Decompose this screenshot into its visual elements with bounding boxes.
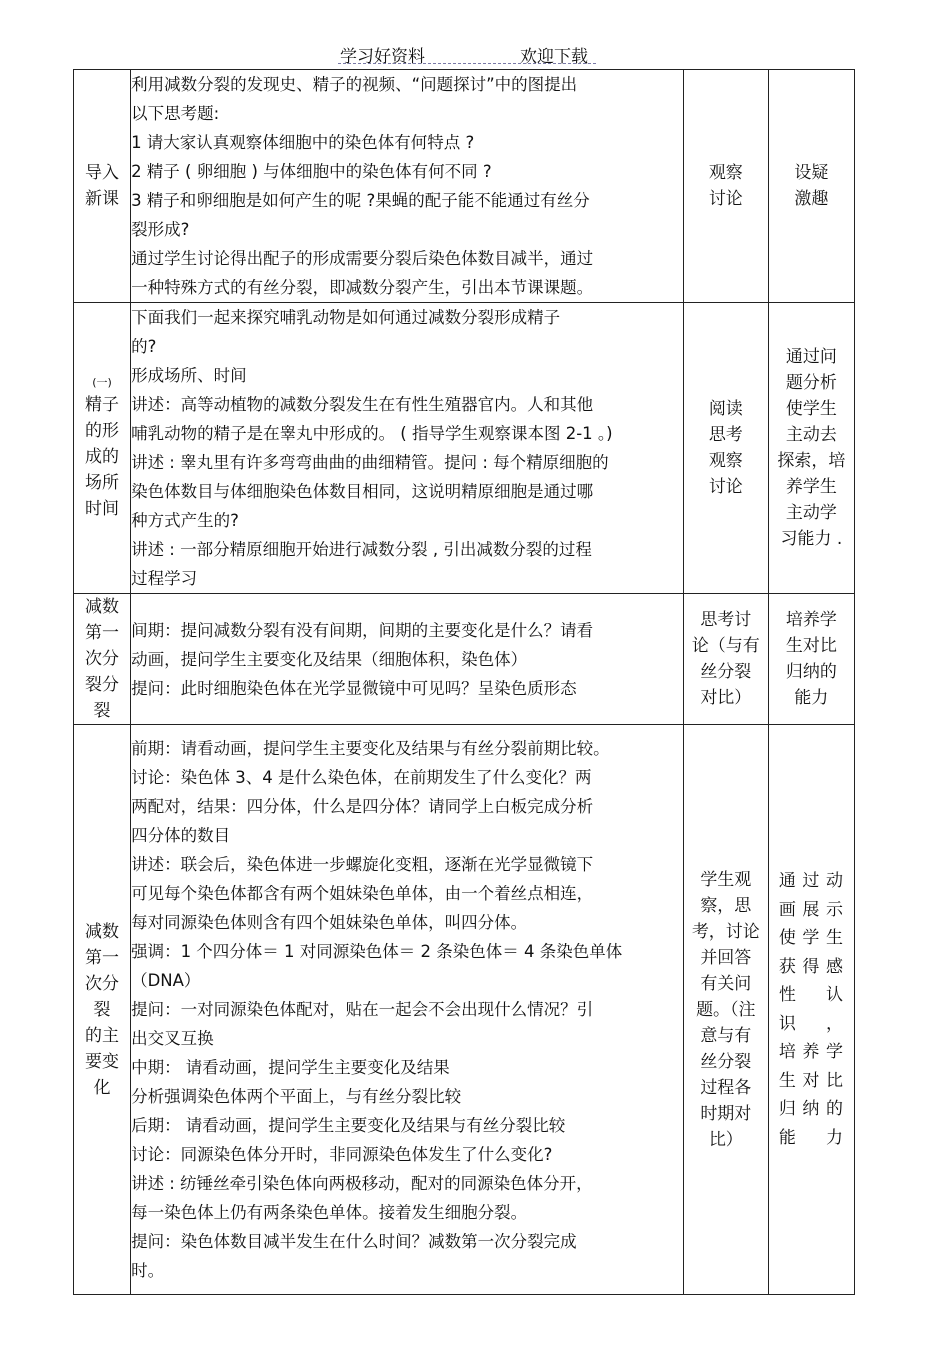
purpose-cell (768, 594, 854, 725)
cell-line: 裂 (93, 701, 111, 721)
header-right-text: 欢迎下载 (520, 47, 588, 67)
cell-line: 设疑 (794, 163, 829, 183)
cell-line: 第一 (85, 623, 120, 643)
cell-line: 第一 (85, 947, 120, 968)
purpose-cell (768, 725, 854, 1295)
activity-cell (683, 303, 768, 594)
lesson-plan-table (73, 69, 855, 1295)
cell-line: 裂分 (85, 675, 120, 695)
content-line: 一种特殊方式的有丝分裂，即减数分裂产生，引出本节课课题。 (131, 278, 594, 297)
content-line: 哺乳动物的精子是在睾丸中形成的。 ( 指导学生观察课本图 2-1 。) (131, 424, 613, 443)
content-line: 过程学习 (131, 569, 198, 588)
content-line: 以下思考题: (131, 104, 220, 123)
content-line: 时。 (131, 1261, 165, 1280)
cell-line: 归纳的 (785, 662, 837, 682)
cell-line: 场所 (85, 473, 120, 493)
activity-cell (683, 725, 768, 1295)
cell-line: 的形 (85, 421, 120, 441)
content-line: 形成场所、时间 (131, 366, 247, 385)
cell-line: 减数 (85, 921, 120, 942)
cell-line: 成的 (85, 447, 120, 467)
content-line: 裂形成? (131, 220, 190, 239)
content-line: 讲述 : 睾丸里有许多弯弯曲曲的曲细精管。提问 : 每个精原细胞的 (131, 453, 609, 472)
cell-line: 使学生 (778, 928, 844, 948)
stage-cell (74, 725, 131, 1295)
cell-line: 思考 (708, 425, 743, 445)
cell-line: 培养学 (778, 1042, 844, 1062)
cell-line: 能力 (794, 688, 829, 708)
table-row-intro (74, 70, 855, 303)
cell-line: 减数 (85, 597, 120, 617)
cell-line: 培养学 (785, 610, 837, 630)
content-line: 前期：请看动画，提问学生主要变化及结果与有丝分裂前期比较。 (131, 739, 610, 758)
cell-line: 养学生 (785, 477, 837, 497)
content-cell (131, 70, 684, 303)
content-line: 种方式产生的? (131, 511, 239, 530)
content-line: 讨论：同源染色体分开时，非同源染色体发生了什么变化? (131, 1145, 553, 1164)
cell-line: 要变 (85, 1051, 120, 1072)
cell-line: 获得感 (778, 956, 844, 977)
purpose-cell (768, 70, 854, 303)
content-line: 通过学生讨论得出配子的形成需要分裂后染色体数目减半，通过 (131, 249, 594, 268)
content-line: 每一染色体上仍有两条染色单体。接着发生细胞分裂。 (131, 1203, 528, 1222)
cell-line: 题。（注 (696, 999, 756, 1020)
table-row-interphase (74, 594, 855, 725)
content-line: 强调：1 个四分体＝ 1 对同源染色体＝ 2 条染色体＝ 4 条染色单体 (131, 942, 623, 961)
cell-line: 主动学 (785, 503, 837, 523)
cell-line: 讨论 (708, 477, 743, 497)
cell-line: 过程各 (700, 1077, 752, 1098)
header-underline (338, 63, 596, 64)
cell-line: 丝分裂 (700, 662, 752, 682)
cell-line: 化 (93, 1077, 111, 1098)
cell-line: 裂 (93, 999, 111, 1020)
cell-line: 通过动 (778, 871, 844, 891)
cell-line: 主动去 (785, 425, 837, 445)
cell-line: 比） (708, 1129, 743, 1150)
content-line: 下面我们一起来探究哺乳动物是如何通过减数分裂形成精子 (131, 308, 561, 327)
content-line: 后期： 请看动画，提问学生主要变化及结果与有丝分裂比较 (131, 1116, 566, 1135)
stage-cell (74, 594, 131, 725)
cell-line: 阅读 (708, 399, 743, 419)
cell-line: 观察 (708, 451, 743, 471)
cell-line: 习能力 . (780, 529, 843, 549)
content-line: 分析强调染色体两个平面上，与有丝分裂比较 (131, 1087, 462, 1106)
cell-line: 有关问 (700, 973, 752, 994)
table-row-sperm-formation (74, 303, 855, 594)
cell-line: 意与有 (700, 1025, 752, 1046)
content-line: 两配对，结果：四分体，什么是四分体？请同学上白板完成分析 (131, 797, 594, 816)
stage-cell (74, 303, 131, 594)
cell-line: 使学生 (785, 399, 837, 419)
content-line: 每对同源染色体则含有四个姐妹染色单体，叫四分体。 (131, 913, 528, 932)
cell-line: 时期对 (700, 1103, 752, 1124)
cell-line: 讨论 (708, 189, 743, 209)
cell-line: 新课 (85, 189, 120, 209)
cell-line: 生对比 (785, 636, 837, 656)
content-line: （DNA） (131, 971, 201, 990)
activity-cell (683, 594, 768, 725)
cell-line: 次分 (85, 973, 120, 994)
content-line: 动画，提问学生主要变化及结果（细胞体积，染色体） (131, 649, 528, 669)
content-line: 提问：一对同源染色体配对，贴在一起会不会出现什么情况？引 (131, 1000, 594, 1019)
cell-line: 题分析 (785, 373, 837, 393)
content-line: 染色体数目与体细胞染色体数目相同，这说明精原细胞是通过哪 (131, 482, 594, 501)
cell-line: 论（与有 (691, 636, 760, 656)
cell-line: 思考讨 (700, 610, 752, 630)
content-cell (131, 303, 684, 594)
content-line: 提问：此时细胞染色体在光学显微镜中可见吗？呈染色质形态 (131, 678, 577, 698)
cell-line: 导入 (85, 163, 120, 183)
stage-cell (74, 70, 131, 303)
cell-line: 激趣 (794, 189, 829, 209)
cell-line: 性认识， (778, 985, 844, 1034)
cell-line: 精子 (85, 395, 120, 415)
content-line: 利用减数分裂的发现史、精子的视频、“问题探讨”中的图提出 (131, 75, 578, 94)
cell-line: 生对比 (778, 1070, 844, 1091)
content-line: 间期：提问减数分裂有没有间期，间期的主要变化是什么？请看 (131, 620, 594, 640)
cell-line: 的主 (85, 1025, 120, 1046)
content-line: 的? (131, 337, 157, 356)
cell-line: 并回答 (700, 947, 752, 968)
cell-line: 察，思 (700, 895, 752, 916)
cell-line: 通过问 (785, 347, 837, 367)
cell-line: 考，讨论 (691, 921, 760, 942)
activity-cell (683, 70, 768, 303)
content-line: 讨论：染色体 3、4 是什么染色体，在前期发生了什么变化？两 (131, 768, 592, 787)
content-line: 3 精子和卵细胞是如何产生的呢 ?果蝇的配子能不能通过有丝分 (131, 191, 590, 210)
content-line: 出交叉互换 (131, 1029, 214, 1048)
cell-line: 学生观 (700, 869, 752, 890)
content-line: 提问：染色体数目减半发生在什么时间？减数第一次分裂完成 (131, 1232, 577, 1251)
table-row-meiosis-one (74, 725, 855, 1295)
cell-line: 观察 (708, 163, 743, 183)
content-cell (131, 725, 684, 1295)
content-line: 讲述：高等动植物的减数分裂发生在有性生殖器官内。人和其他 (131, 395, 594, 414)
content-line: 可见每个染色体都含有两个姐妹染色单体，由一个着丝点相连， (131, 884, 594, 903)
content-line: 2 精子 ( 卵细胞 ) 与体细胞中的染色体有何不同 ? (131, 162, 492, 181)
cell-line: 对比） (700, 688, 752, 708)
page-header (0, 42, 950, 66)
cell-line: 次分 (85, 649, 120, 669)
content-line: 讲述 : 纺锤丝牵引染色体向两极移动，配对的同源染色体分开， (131, 1174, 593, 1193)
cell-line: 丝分裂 (700, 1051, 752, 1072)
content-line: 1 请大家认真观察体细胞中的染色体有何特点 ? (131, 133, 475, 152)
content-line: 中期： 请看动画，提问学生主要变化及结果 (131, 1058, 450, 1077)
cell-line: 时间 (85, 499, 120, 519)
content-line: 讲述：联会后，染色体进一步螺旋化变粗，逐渐在光学显微镜下 (131, 855, 594, 874)
cell-line: 能力 (778, 1127, 844, 1148)
purpose-cell (768, 303, 854, 594)
cell-line: 探索，培 (777, 451, 846, 471)
header-left-text: 学习好资料 (340, 47, 425, 67)
cell-line: 归纳的 (778, 1099, 844, 1119)
content-cell (131, 594, 684, 725)
stage-number: (一) (92, 376, 112, 389)
content-line: 讲述 : 一部分精原细胞开始进行减数分裂 , 引出减数分裂的过程 (131, 540, 592, 559)
cell-line: 画展示 (778, 899, 844, 920)
content-line: 四分体的数目 (131, 826, 231, 845)
